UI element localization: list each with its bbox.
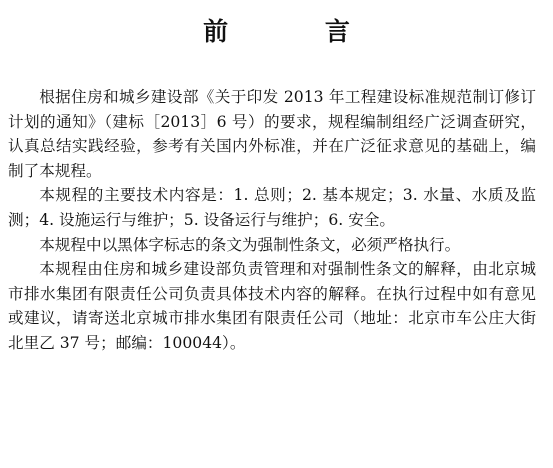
paragraph-contents: 本规程的主要技术内容是：1. 总则；2. 基本规定；3. 水量、水质及监测；4. 设施运行与维护；5. 设备运行与维护；6. 安全。 bbox=[8, 186, 536, 229]
document-body bbox=[8, 85, 536, 356]
paragraph-background: 根据住房和城乡建设部《关于印发 2013 年工程建设标准规范制订修订计划的通知》（建标［2013］6 号）的要求，规程编制组经广泛调查研究，认真总结实践经验，参考有关国内外标准，并在广泛征求意见的基础上，编制了本规程。 bbox=[8, 88, 536, 180]
paragraph-administration: 本规程由住房和城乡建设部负责管理和对强制性条文的解释，由北京城市排水集团有限责任公司负责具体技术内容的解释。在执行过程中如有意见或建议，请寄送北京城市排水集团有限责任公司（地址：北京市车公庄大街北里乙 37 号；邮编：100044）。 bbox=[8, 260, 536, 352]
paragraph-mandatory-clauses: 本规程中以黑体字标志的条文为强制性条文，必须严格执行。 bbox=[39, 235, 461, 254]
page-title: 前 言 bbox=[203, 17, 394, 46]
